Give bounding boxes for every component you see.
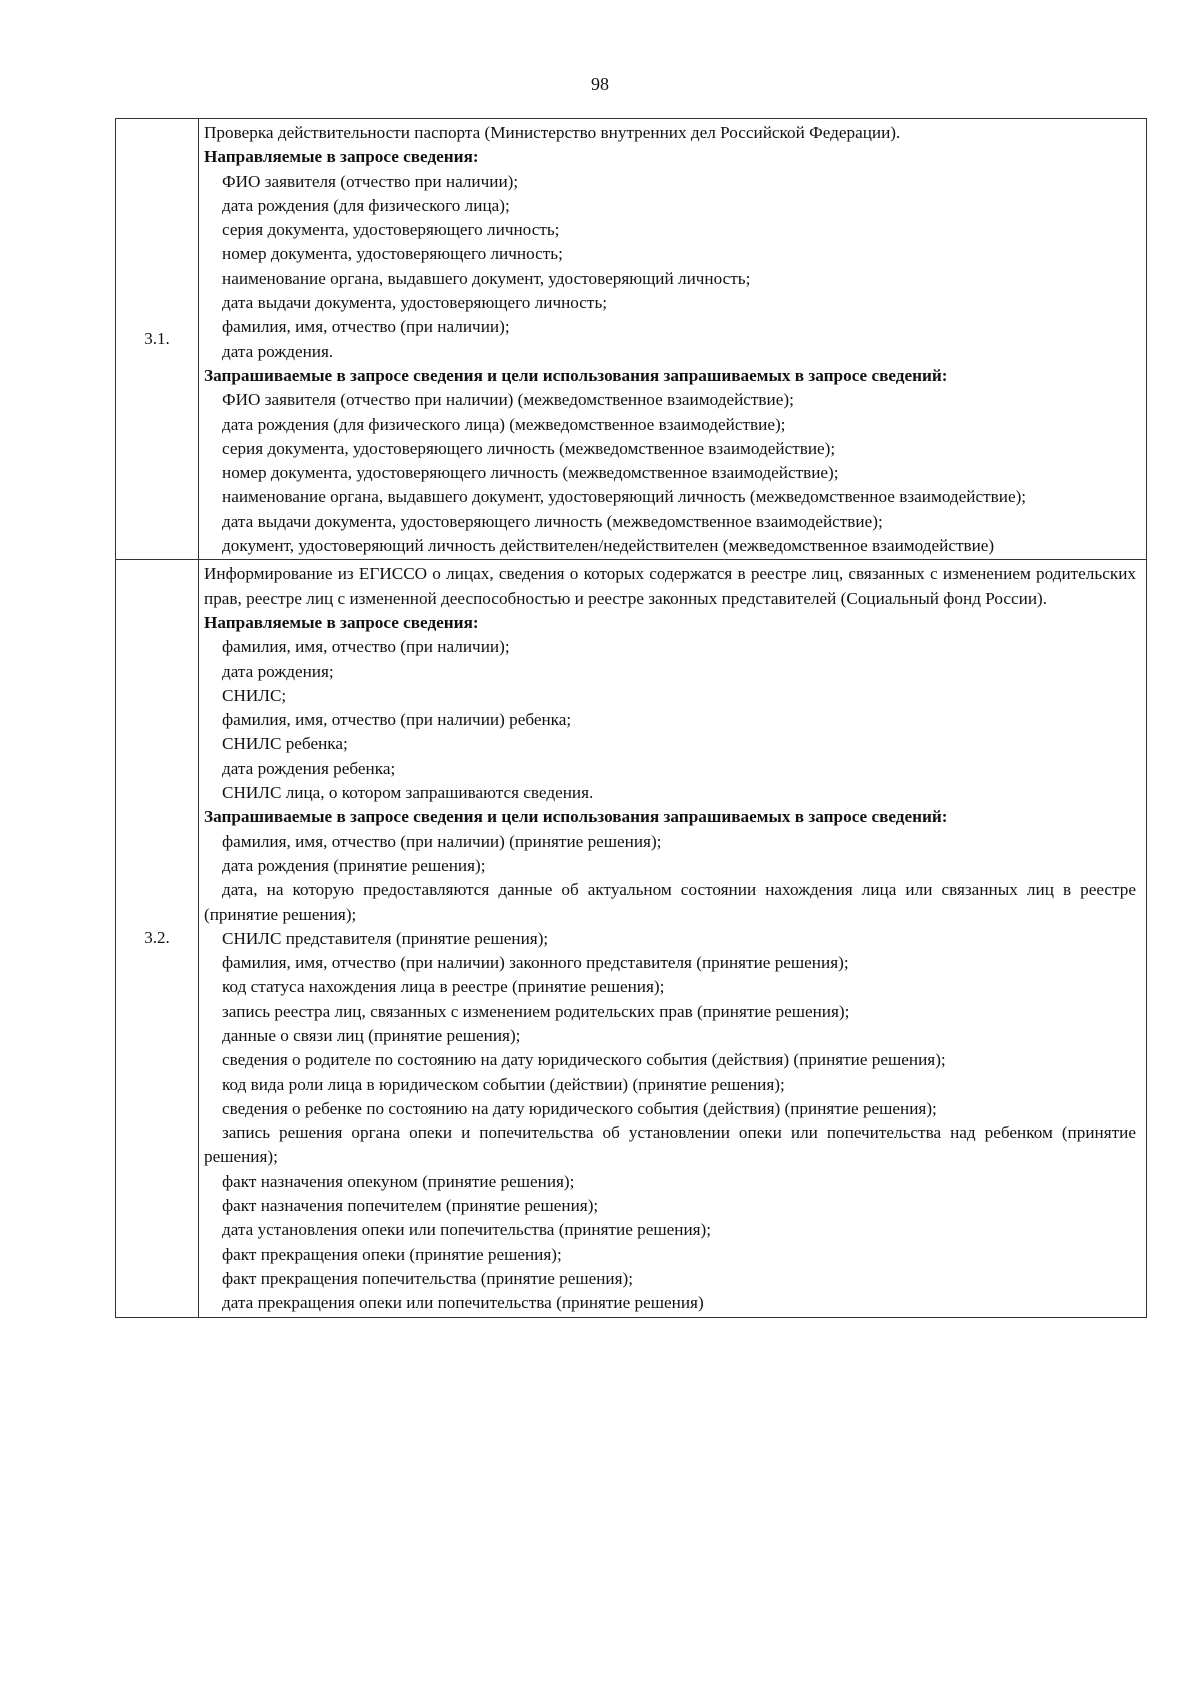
row-number-cell: [116, 119, 199, 560]
list-item: дата рождения (принятие решения);: [222, 855, 486, 875]
list-item: дата, на которую предоставляются данные об актуальном состоянии нахождения лица или связанных лиц в реестре (принятие решения);: [204, 880, 1136, 924]
list-item: факт назначения опекуном (принятие решения);: [222, 1171, 575, 1191]
list-item: сведения о ребенке по состоянию на дату юридического события (действия) (принятие решения);: [222, 1098, 937, 1118]
list-item: наименование органа, выдавшего документ, удостоверяющий личность;: [222, 268, 751, 288]
list-item: ФИО заявителя (отчество при наличии);: [222, 171, 519, 191]
list-item: фамилия, имя, отчество (при наличии);: [222, 637, 510, 657]
table-row: [116, 560, 1147, 1317]
row-number: 3.2.: [144, 928, 170, 948]
list-item: СНИЛС представителя (принятие решения);: [222, 928, 549, 948]
list-item: СНИЛС лица, о котором запрашиваются сведения.: [222, 783, 594, 803]
list-item: факт назначения попечителем (принятие решения);: [222, 1196, 599, 1216]
table-row: [116, 119, 1147, 560]
list-item: дата установления опеки или попечительства (принятие решения);: [222, 1220, 712, 1240]
table-body: [116, 119, 1147, 1318]
list-item: СНИЛС;: [222, 685, 287, 705]
list-item: факт прекращения попечительства (принятие решения);: [222, 1268, 634, 1288]
section-heading: Направляемые в запросе сведения:: [204, 612, 479, 632]
section-heading: Направляемые в запросе сведения:: [204, 147, 479, 167]
row-content: [204, 121, 1136, 558]
list-item: серия документа, удостоверяющего личность;: [222, 220, 560, 240]
list-item: Информирование из ЕГИССО о лицах, сведения о которых содержатся в реестре лиц, связанных с изменением родительских прав, реестре лиц с измененной дееспособностью и реестре законных представителей (Социальный фонд России).: [204, 564, 1136, 608]
list-item: дата рождения ребенка;: [222, 758, 396, 778]
list-item: документ, удостоверяющий личность действителен/недействителен (межведомственное взаимодействие): [222, 536, 995, 556]
list-item: наименование органа, выдавшего документ, удостоверяющий личность (межведомственное взаимодействие);: [222, 487, 1027, 507]
row-number-cell: [116, 560, 199, 1317]
list-item: дата рождения (для физического лица);: [222, 195, 510, 215]
list-item: Проверка действительности паспорта (Министерство внутренних дел Российской Федерации).: [204, 123, 901, 142]
list-item: дата рождения (для физического лица) (межведомственное взаимодействие);: [222, 414, 786, 434]
list-item: код вида роли лица в юридическом событии (действии) (принятие решения);: [222, 1074, 785, 1094]
list-item: данные о связи лиц (принятие решения);: [222, 1025, 521, 1045]
list-item: серия документа, удостоверяющего личность (межведомственное взаимодействие);: [222, 438, 836, 458]
page-number: 98: [591, 74, 609, 94]
list-item: номер документа, удостоверяющего личность (межведомственное взаимодействие);: [222, 463, 839, 483]
list-item: запись решения органа опеки и попечительства об установлении опеки или попечительства над ребенком (принятие решения);: [204, 1123, 1136, 1167]
list-item: номер документа, удостоверяющего личность;: [222, 244, 563, 264]
section-heading: Запрашиваемые в запросе сведения и цели использования запрашиваемых в запросе сведений:: [204, 365, 948, 385]
list-item: ФИО заявителя (отчество при наличии) (межведомственное взаимодействие);: [222, 390, 794, 410]
list-item: фамилия, имя, отчество (при наличии) ребенка;: [222, 710, 572, 730]
list-item: дата прекращения опеки или попечительства (принятие решения): [222, 1293, 704, 1313]
row-number: 3.1.: [144, 329, 170, 349]
list-item: дата выдачи документа, удостоверяющего личность (межведомственное взаимодействие);: [222, 511, 883, 531]
list-item: фамилия, имя, отчество (при наличии) (принятие решения);: [222, 831, 662, 851]
section-heading: Запрашиваемые в запросе сведения и цели использования запрашиваемых в запросе сведений:: [204, 807, 948, 827]
list-item: дата рождения;: [222, 661, 334, 681]
row-content-cell: [199, 560, 1147, 1317]
requirements-table: [115, 118, 1147, 1318]
row-content-cell: [199, 119, 1147, 560]
list-item: факт прекращения опеки (принятие решения);: [222, 1244, 562, 1264]
list-item: дата выдачи документа, удостоверяющего личность;: [222, 293, 608, 313]
list-item: дата рождения.: [222, 341, 334, 361]
list-item: сведения о родителе по состоянию на дату юридического события (действия) (принятие решения);: [222, 1050, 946, 1070]
list-item: СНИЛС ребенка;: [222, 734, 348, 754]
list-item: запись реестра лиц, связанных с изменением родительских прав (принятие решения);: [222, 1001, 850, 1021]
row-content: [204, 562, 1136, 1315]
list-item: фамилия, имя, отчество (при наличии) законного представителя (принятие решения);: [222, 953, 849, 973]
list-item: фамилия, имя, отчество (при наличии);: [222, 317, 510, 337]
list-item: код статуса нахождения лица в реестре (принятие решения);: [222, 977, 665, 997]
